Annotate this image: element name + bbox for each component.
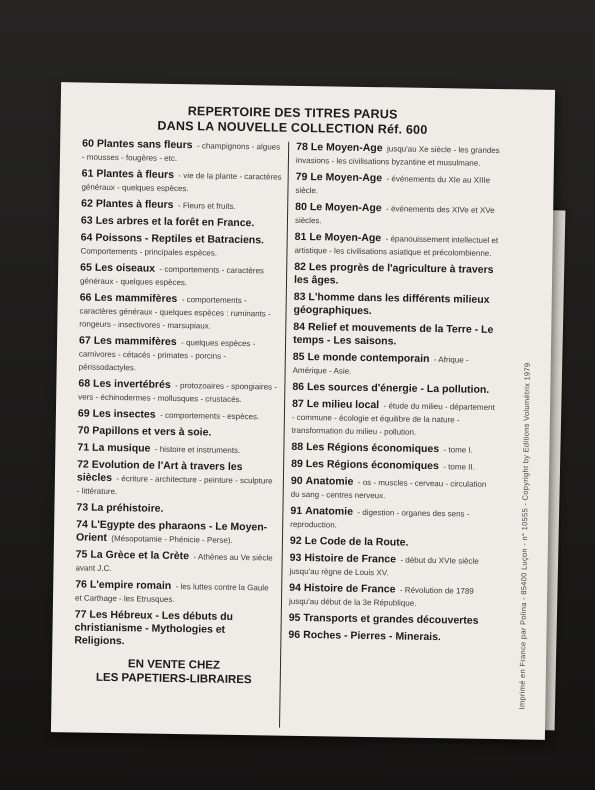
- entry-title: Papillons et vers à soie.: [92, 424, 212, 439]
- title-entry: [293, 320, 497, 349]
- title-entry: [293, 350, 497, 379]
- entry-description: - début du XVIe siècle jusqu'au règne de Louis XV.: [289, 555, 479, 578]
- sales-notice: [74, 656, 274, 687]
- entry-title: Histoire de France: [303, 582, 396, 596]
- header-line-1: REPERTOIRE DES TITRES PARUS: [187, 104, 398, 122]
- printer-note: Imprimé en France par Polina - 85400 Luçon - n° 10555 - Copyright by Editions Volumétrix 1979: [517, 362, 532, 710]
- entry-description: - Révolution de 1789 jusqu'au début de la 3e République.: [288, 585, 474, 608]
- title-entry: [80, 260, 280, 289]
- entry-description: - Athènes au Ve siècle avant J.C.: [75, 552, 273, 574]
- header-line-2: DANS LA NOUVELLE COLLECTION Réf. 600: [157, 118, 428, 137]
- entry-number: 94: [289, 581, 302, 594]
- entry-title: Les mammifères: [93, 334, 177, 349]
- entry-title: Le Moyen-Age: [310, 141, 383, 155]
- entry-description: - quelques espèces - carnivores - cétacés - primates - porcins - périssodactyles.: [78, 338, 256, 373]
- entry-description: jusqu'au Xe siècle - les grandes invasions - les civilisations byzantine et musulmane.: [295, 144, 500, 168]
- entry-number: 96: [288, 628, 301, 641]
- entry-title: Poissons - Reptiles et Batraciens.: [95, 231, 265, 247]
- entry-title: L'homme dans les différents milieux géographiques.: [293, 291, 490, 318]
- title-entry: [292, 397, 497, 439]
- entry-title: Les sources d'énergie - La pollution.: [306, 381, 490, 396]
- entry-number: 88: [291, 440, 304, 454]
- entry-number: 81: [294, 230, 307, 244]
- entry-number: 82: [294, 260, 307, 274]
- entry-number: 90: [290, 474, 303, 488]
- entry-title: Les arbres et la forêt en France.: [95, 214, 255, 230]
- entry-number: 67: [78, 334, 91, 347]
- entry-title: Le Moyen-Age: [310, 171, 383, 185]
- title-entry: [75, 577, 275, 606]
- entry-title: Les oiseaux: [94, 261, 156, 275]
- entry-title: Le Code de la Route.: [304, 535, 409, 549]
- entry-number: 68: [78, 377, 91, 390]
- title-entry: [79, 290, 280, 332]
- entry-description: - les luttes contre la Gaule et Carthage - les Etrusques.: [74, 582, 269, 605]
- entry-number: 61: [81, 167, 94, 180]
- title-entry: [78, 423, 278, 439]
- entry-description: - comportements - espèces.: [160, 410, 260, 422]
- entry-title: Relief et mouvements de la Terre - Le temps - Les saisons.: [293, 321, 494, 348]
- title-entry: [75, 547, 275, 576]
- entry-description: - protozoaires - spongiaires - vers - échinodermes - mollusques - crustacés.: [78, 380, 278, 405]
- entry-title: Les progrès de l'agriculture à travers les âges.: [293, 261, 494, 287]
- entry-description: - comportements - caractères généraux - quelques espèces.: [79, 264, 265, 288]
- entry-number: 77: [74, 608, 87, 621]
- entry-number: 70: [77, 424, 90, 437]
- entry-description: - tome II.: [443, 462, 475, 472]
- entry-title: Anatomie: [305, 475, 354, 488]
- title-entry: [292, 380, 496, 396]
- entry-title: Les mammifères: [94, 291, 178, 306]
- entry-number: 92: [289, 534, 302, 547]
- entry-description: - Afrique - Amérique - Asie.: [292, 355, 469, 376]
- entry-description: - écriture - architecture - peinture - sculpture - littérature.: [76, 474, 273, 497]
- entry-number: 95: [288, 611, 301, 624]
- entry-title: Transports et grandes découvertes: [303, 612, 479, 627]
- left-column: [74, 136, 283, 687]
- entry-title: L'Egypte des pharaons - Le Moyen-Orient: [75, 518, 268, 544]
- sales-notice-line-1: EN VENTE CHEZ: [127, 658, 221, 672]
- entry-number: 69: [77, 407, 90, 420]
- entry-title: Plantes sans fleurs: [96, 137, 193, 152]
- entry-number: 73: [76, 501, 89, 514]
- title-entry: [81, 213, 281, 229]
- entry-description: - étude du milieu - département - commune - écologie et équilibre de la nature - transformation du milieu - pollution.: [291, 401, 495, 437]
- title-entry: [288, 628, 492, 644]
- entry-number: 65: [80, 261, 93, 274]
- entry-description: - événements du XIe au XIIIe siècle.: [295, 174, 491, 196]
- entry-description: - histoire et instruments.: [154, 444, 241, 456]
- entry-number: 79: [295, 170, 308, 184]
- title-entry: [78, 376, 278, 405]
- entry-number: 72: [77, 458, 89, 471]
- entry-number: 83: [293, 290, 306, 304]
- title-entry: [296, 140, 500, 169]
- page-header: [82, 103, 502, 140]
- title-entry: [290, 534, 494, 550]
- sales-notice-line-2: LES PAPETIERS-LIBRAIRES: [95, 671, 252, 687]
- title-entry: [77, 457, 278, 499]
- entry-description: - événements des XIVe et XVe siècles.: [294, 204, 495, 226]
- entry-number: 63: [80, 214, 93, 227]
- entry-number: 74: [76, 518, 88, 531]
- entry-title: La musique: [91, 441, 151, 455]
- title-entry: [289, 551, 493, 580]
- title-entry: [294, 260, 498, 289]
- title-entry: [81, 196, 281, 212]
- title-entry: [289, 611, 493, 627]
- title-entry: [80, 230, 280, 259]
- entry-number: 85: [292, 350, 305, 364]
- entry-description: - digestion - organes des sens - reproduction.: [290, 507, 470, 530]
- entry-title: Anatomie: [305, 505, 354, 518]
- title-entry: [81, 166, 281, 195]
- title-entry: [293, 290, 497, 319]
- entry-description: - os - muscles - cerveau - circulation du sang - centres nerveux.: [290, 477, 487, 501]
- entry-title: La Grèce et la Crète: [90, 548, 190, 563]
- title-entry: [74, 607, 275, 649]
- title-entry: [289, 581, 493, 610]
- right-column: [288, 140, 500, 648]
- title-entry: [295, 170, 499, 199]
- entry-description: (Mésopotamie - Phénicie - Perse).: [111, 534, 233, 545]
- title-entry: [79, 333, 280, 375]
- title-entry: [291, 440, 495, 456]
- entry-title: Les Hébreux - Les débuts du christianisme - Mythologies et Religions.: [74, 608, 234, 648]
- entry-number: 75: [75, 548, 88, 561]
- entry-description: - Fleurs et fruits.: [177, 201, 236, 211]
- title-entry: [295, 200, 499, 229]
- entry-title: Les Régions économiques: [306, 441, 440, 456]
- entry-title: Les invertébrés: [92, 377, 171, 391]
- entry-description: - vie de la plante - caractères généraux - quelques espèces.: [81, 171, 282, 194]
- entry-description: Comportements - principales espèces.: [80, 246, 218, 258]
- title-entry: [78, 406, 278, 422]
- entry-title: Evolution de l'Art à travers les siècles: [76, 458, 243, 485]
- title-entry: [76, 500, 276, 516]
- entry-number: 84: [293, 320, 306, 334]
- entry-number: 71: [77, 441, 90, 454]
- title-entry: [76, 517, 276, 546]
- entry-title: Le Moyen-Age: [309, 201, 382, 215]
- title-entry: [290, 504, 494, 533]
- entry-number: 64: [80, 231, 93, 244]
- entry-number: 93: [289, 551, 302, 564]
- entry-number: 80: [295, 200, 307, 214]
- entry-number: 78: [296, 140, 308, 154]
- entry-title: La préhistoire.: [91, 501, 164, 515]
- entry-title: Le Moyen-Age: [309, 231, 382, 245]
- entry-description: - épanouissement intellectuel et artistique - les civilisations asiatique et précolombienne.: [294, 234, 499, 258]
- title-entry: [294, 230, 498, 259]
- title-entry: [291, 474, 495, 503]
- entry-title: Les Régions économiques: [305, 458, 439, 473]
- catalog-page: [51, 82, 555, 740]
- entry-title: Histoire de France: [304, 552, 397, 566]
- title-entry: [82, 136, 282, 165]
- entry-title: Roches - Pierres - Minerais.: [303, 629, 441, 644]
- entry-title: Les insectes: [92, 407, 156, 421]
- entry-title: L'empire romain: [89, 578, 172, 592]
- entry-description: - champignons - algues - mousses - fougères - etc.: [81, 141, 281, 163]
- entry-description: - tome I.: [443, 445, 473, 455]
- entry-number: 87: [292, 397, 304, 411]
- entry-number: 62: [81, 197, 94, 210]
- title-entry: [291, 457, 495, 473]
- entry-number: 60: [82, 137, 94, 150]
- entry-description: - comportements - caractères généraux - quelques espèces : ruminants - rongeurs - insectivores - marsupiaux.: [79, 295, 271, 331]
- title-entry: [77, 440, 277, 456]
- entry-title: Plantes à fleurs: [95, 197, 174, 211]
- entry-number: 89: [291, 457, 303, 471]
- entry-number: 76: [75, 578, 88, 591]
- entry-number: 66: [79, 291, 92, 304]
- entry-number: 91: [290, 504, 303, 517]
- entry-title: Le milieu local: [306, 398, 380, 412]
- entry-number: 86: [292, 380, 305, 394]
- entry-title: Le monde contemporain: [307, 351, 430, 365]
- entry-title: Plantes à fleurs: [96, 167, 175, 181]
